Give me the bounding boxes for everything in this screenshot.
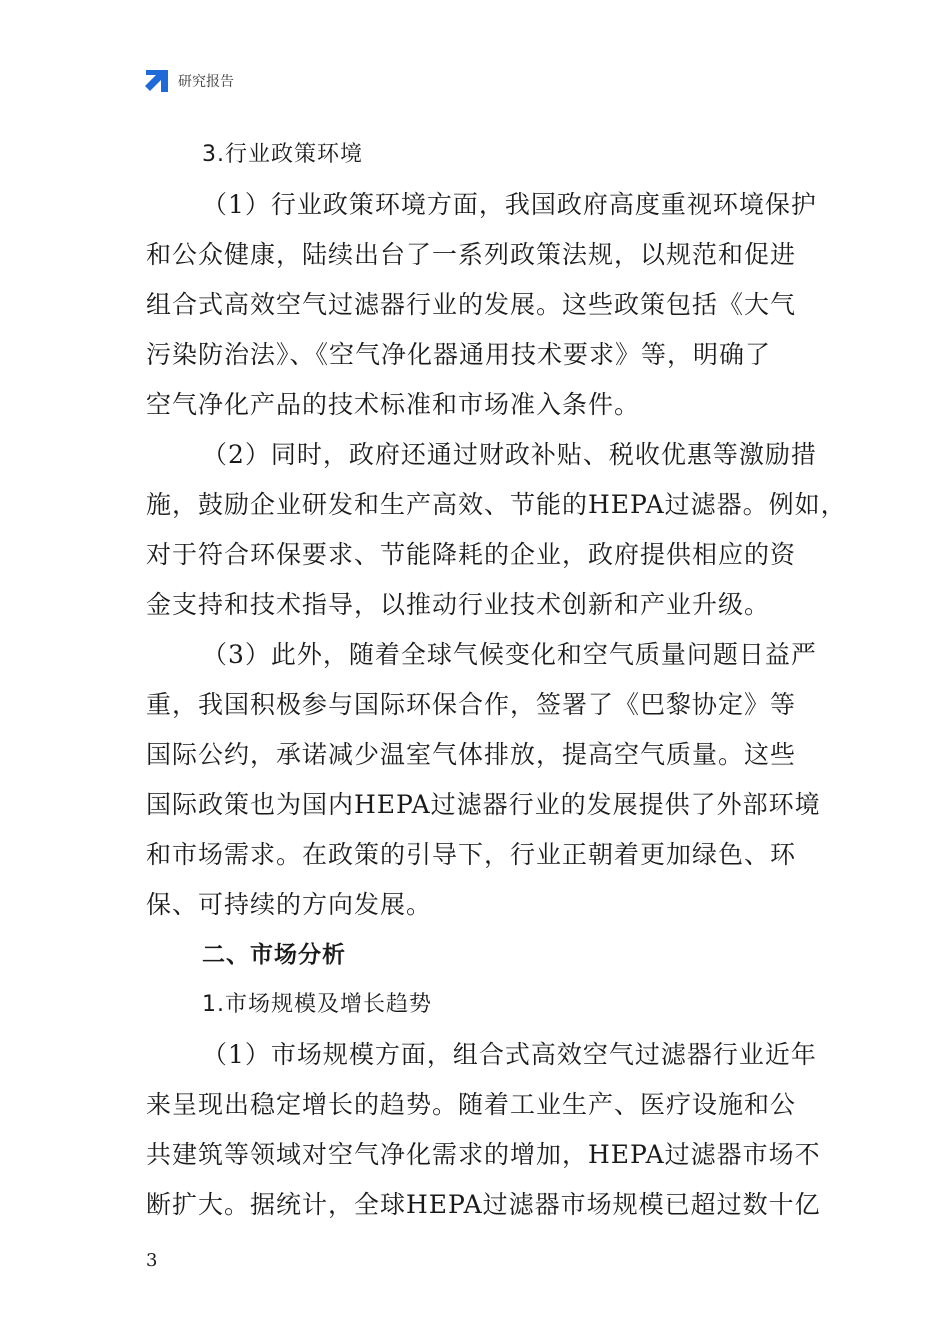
paragraph [146,630,821,930]
paragraph-line: 空气净化产品的技术标准和市场准入条件。 [146,390,641,419]
paragraph-line: 共建筑等领域对空气净化需求的增加，HEPA过滤器市场不 [146,1140,821,1169]
paragraph-line: 国际政策也为国内HEPA过滤器行业的发展提供了外部环境 [146,790,821,819]
paragraph-line: 和公众健康，陆续出台了一系列政策法规，以规范和促进 [146,240,797,269]
arrow-up-right-icon [144,68,170,94]
section-heading: 1.市场规模及增长趋势 [202,992,432,1017]
paragraph-line: 污染防治法》、《空气净化器通用技术要求》等，明确了 [146,340,772,369]
paragraph [146,180,817,430]
chapter-heading: 二、市场分析 [202,942,346,968]
paragraph-line: 来呈现出稳定增长的趋势。随着工业生产、医疗设施和公 [146,1090,797,1119]
paragraph-line: 保、可持续的方向发展。 [146,890,433,919]
document-body [146,130,847,1230]
paragraph-line: 国际公约，承诺减少温室气体排放，提高空气质量。这些 [146,740,797,769]
page-number: 3 [146,1250,158,1271]
paragraph-line: 和市场需求。在政策的引导下，行业正朝着更加绿色、环 [146,840,797,869]
paragraph-line: 重，我国积极参与国际环保合作，签署了《巴黎协定》等 [146,690,797,719]
paragraph-line: （1）行业政策环境方面，我国政府高度重视环境保护 [202,190,817,219]
page-header [144,68,234,94]
paragraph [146,430,847,630]
paragraph [146,1030,821,1230]
paragraph-line: 施，鼓励企业研发和生产高效、节能的HEPA过滤器。例如， [146,490,847,519]
paragraph-line: （1）市场规模方面，组合式高效空气过滤器行业近年 [202,1040,817,1069]
paragraph-line: 对于符合环保要求、节能降耗的企业，政府提供相应的资 [146,540,797,569]
header-title: 研究报告 [178,74,234,90]
paragraph-line: （3）此外，随着全球气候变化和空气质量问题日益严 [202,640,817,669]
paragraph-line: 断扩大。据统计，全球HEPA过滤器市场规模已超过数十亿 [146,1190,821,1219]
paragraph-line: 金支持和技术指导，以推动行业技术创新和产业升级。 [146,590,771,619]
paragraph-line: 组合式高效空气过滤器行业的发展。这些政策包括《大气 [146,290,797,319]
paragraph-line: （2）同时，政府还通过财政补贴、税收优惠等激励措 [202,440,817,469]
section-heading: 3.行业政策环境 [202,142,363,167]
